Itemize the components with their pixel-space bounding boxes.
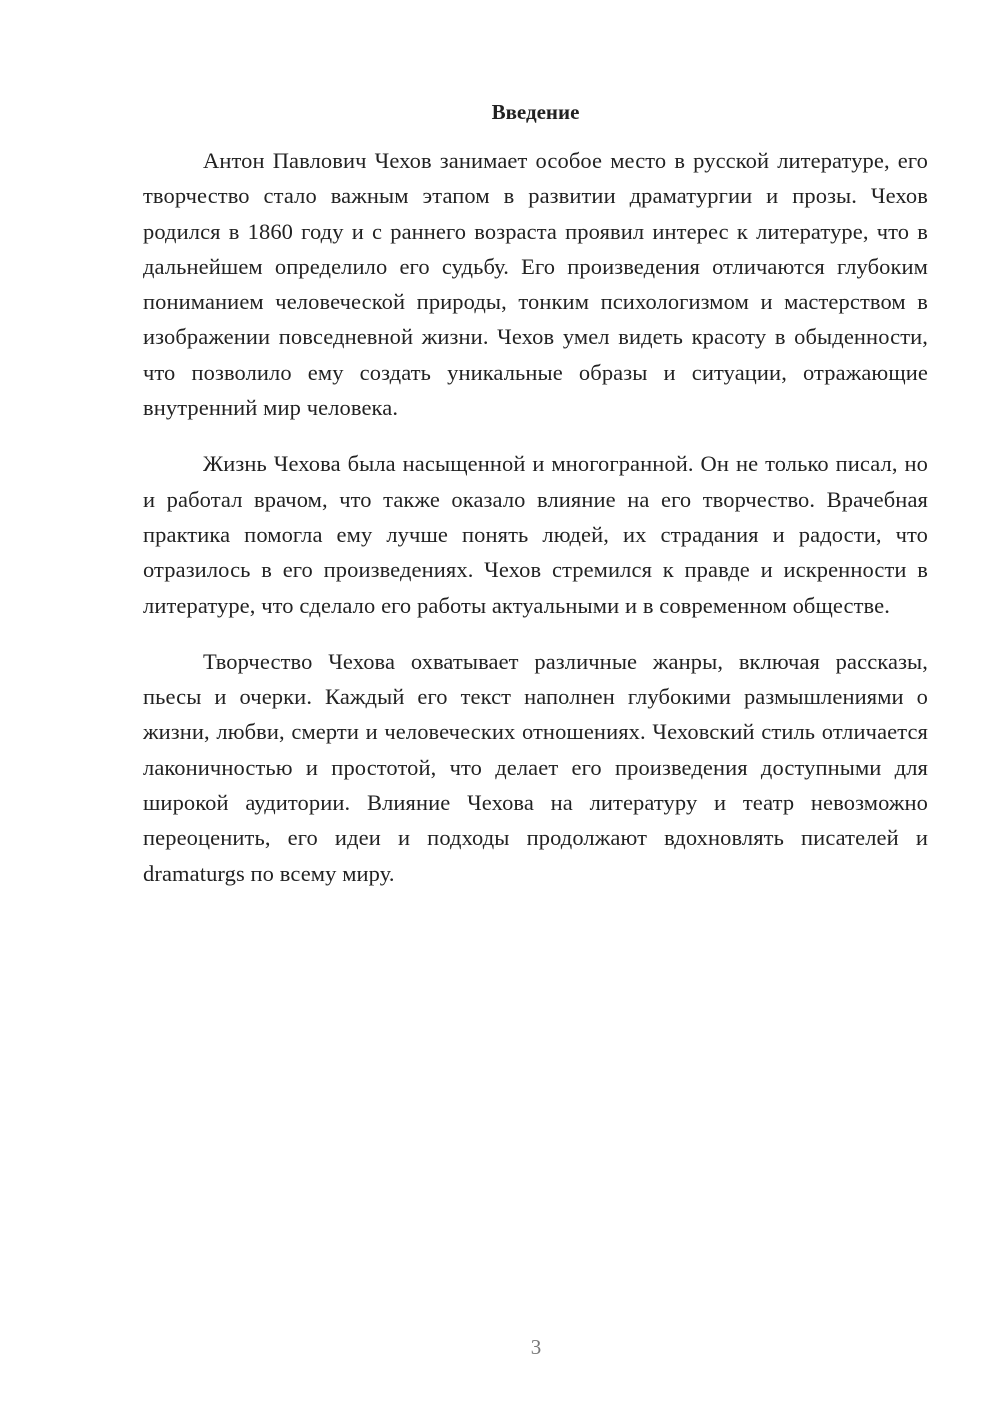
paragraph-1: Антон Павлович Чехов занимает особое место в русской литературе, его творчество стало важным этапом в развитии драматургии и прозы. Чехов родился в 1860 году и с раннего возраста проявил интерес к литературе, что в дальнейшем определило его судьбу. Его произведения отличаются глубоким пониманием человеческой природы, тонким психологизмом и мастерством в изображении повседневной жизни. Чехов умел видеть красоту в обыденности, что позволило ему создать уникальные образы и ситуации, отражающие внутренний мир человека. bbox=[143, 148, 928, 421]
page-number: 3 bbox=[530, 1335, 542, 1359]
body-text bbox=[143, 143, 928, 912]
paragraph-3: Творчество Чехова охватывает различные жанры, включая рассказы, пьесы и очерки. Каждый его текст наполнен глубокими размышлениями о жизни, любви, смерти и человеческих отношениях. Чеховский стиль отличается лаконичностью и простотой, что делает его произведения доступными для широкой аудитории. Влияние Чехова на литературу и театр невозможно переоценить, его идеи и подходы продолжают вдохновлять писателей и dramaturgs по всему миру. bbox=[143, 648, 928, 886]
paragraph-2: Жизнь Чехова была насыщенной и многогранной. Он не только писал, но и работал врачом, что также оказало влияние на его творчество. Врачебная практика помогла ему лучше понять людей, их страдания и радости, что отразилось в его произведениях. Чехов стремился к правде и искренности в литературе, что сделало его работы актуальными и в современном обществе. bbox=[143, 451, 928, 618]
section-title: Введение bbox=[491, 100, 580, 124]
